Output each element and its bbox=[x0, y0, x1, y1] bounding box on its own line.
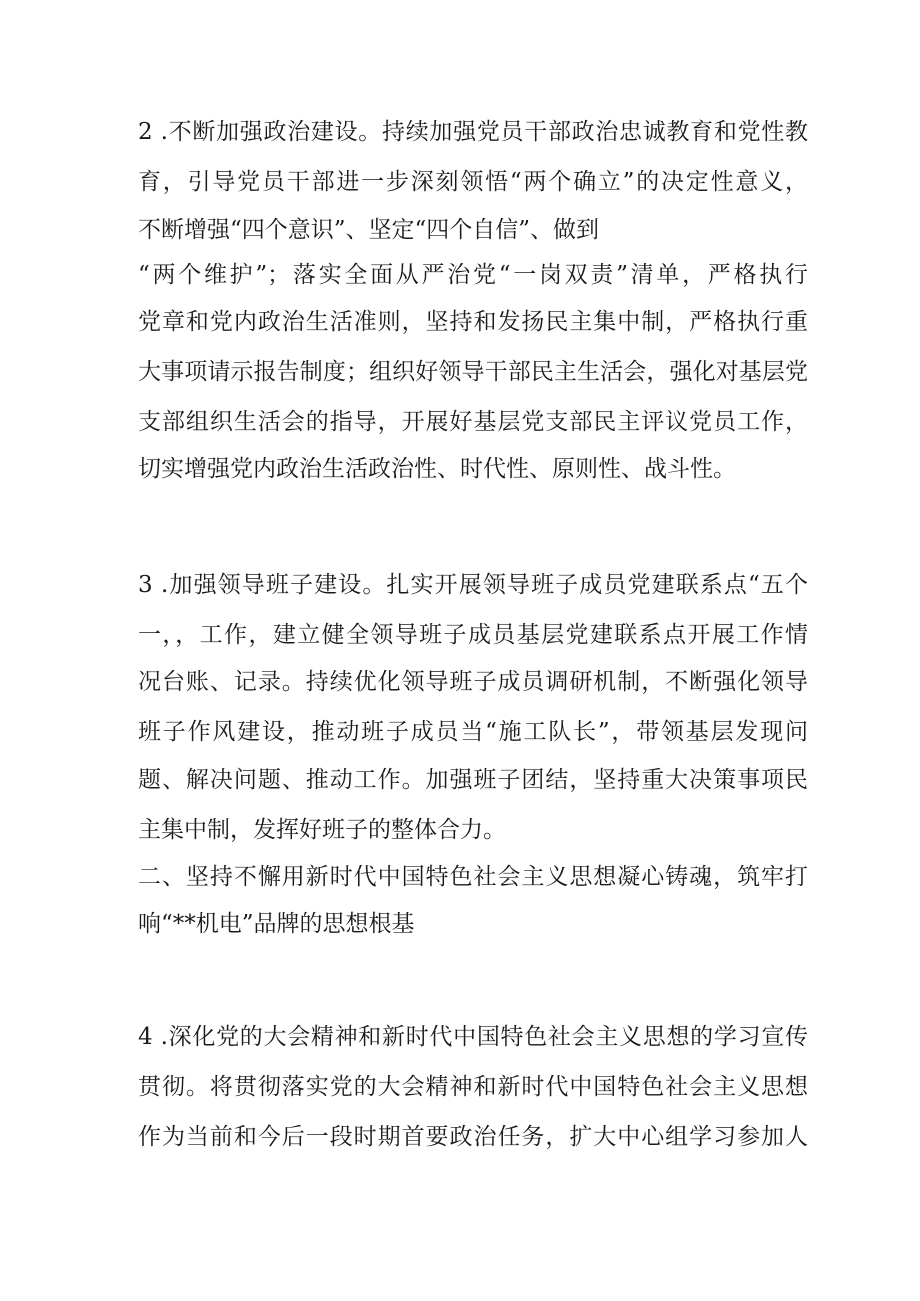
paragraph-2-line-1: 3 .加强领导班子建设。扎实开展领导班子成员党建联系点“五个 bbox=[138, 572, 808, 598]
paragraph-2-line-2: 一，，工作，建立健全领导班子成员基层党建联系点开展工作情 bbox=[138, 622, 808, 648]
paragraph-1-line-2: 育，引导党员干部进一步深刻领悟“两个确立”的决定性意义， bbox=[138, 169, 808, 195]
section-heading-line-2: 响“**机电”品牌的思想根基 bbox=[138, 911, 415, 937]
paragraph-1-line-6: 大事项请示报告制度；组织好领导干部民主生活会，强化对基层党 bbox=[138, 359, 808, 385]
paragraph-4-line-3: 作为当前和今后一段时期首要政治任务，扩大中心组学习参加人 bbox=[138, 1124, 808, 1150]
paragraph-1-line-7: 支部组织生活会的指导，开展好基层党支部民主评议党员工作， bbox=[138, 409, 808, 435]
paragraph-2-line-5: 题、解决问题、推动工作。加强班子团结，坚持重大决策事项民 bbox=[138, 767, 808, 793]
paragraph-2-line-6: 主集中制，发挥好班子的整体合力。 bbox=[138, 817, 506, 843]
section-heading-line-1: 二、坚持不懈用新时代中国特色社会主义思想凝心铸魂，筑牢打 bbox=[138, 864, 808, 890]
paragraph-2-line-4: 班子作风建设，推动班子成员当“施工队长”，带领基层发现问 bbox=[138, 719, 808, 745]
paragraph-4-line-2: 贯彻。将贯彻落实党的大会精神和新时代中国特色社会主义思想 bbox=[138, 1074, 808, 1100]
paragraph-2-line-3: 况台账、记录。持续优化领导班子成员调研机制，不断强化领导 bbox=[138, 669, 808, 695]
paragraph-4-line-1: 4 .深化党的大会精神和新时代中国特色社会主义思想的学习宣传 bbox=[138, 1024, 808, 1050]
paragraph-1-line-4: “两个维护”；落实全面从严治党“一岗双责”清单，严格执行 bbox=[138, 262, 808, 288]
paragraph-1-line-5: 党章和党内政治生活准则，坚持和发扬民主集中制，严格执行重 bbox=[138, 309, 808, 335]
paragraph-1-line-3: 不断增强“四个意识”、坚定“四个自信”、做到 bbox=[138, 217, 600, 243]
paragraph-1-line-1: 2 .不断加强政治建设。持续加强党员干部政治忠诚教育和党性教 bbox=[138, 119, 808, 145]
paragraph-1-line-8: 切实增强党内政治生活政治性、时代性、原则性、战斗性。 bbox=[138, 456, 736, 482]
